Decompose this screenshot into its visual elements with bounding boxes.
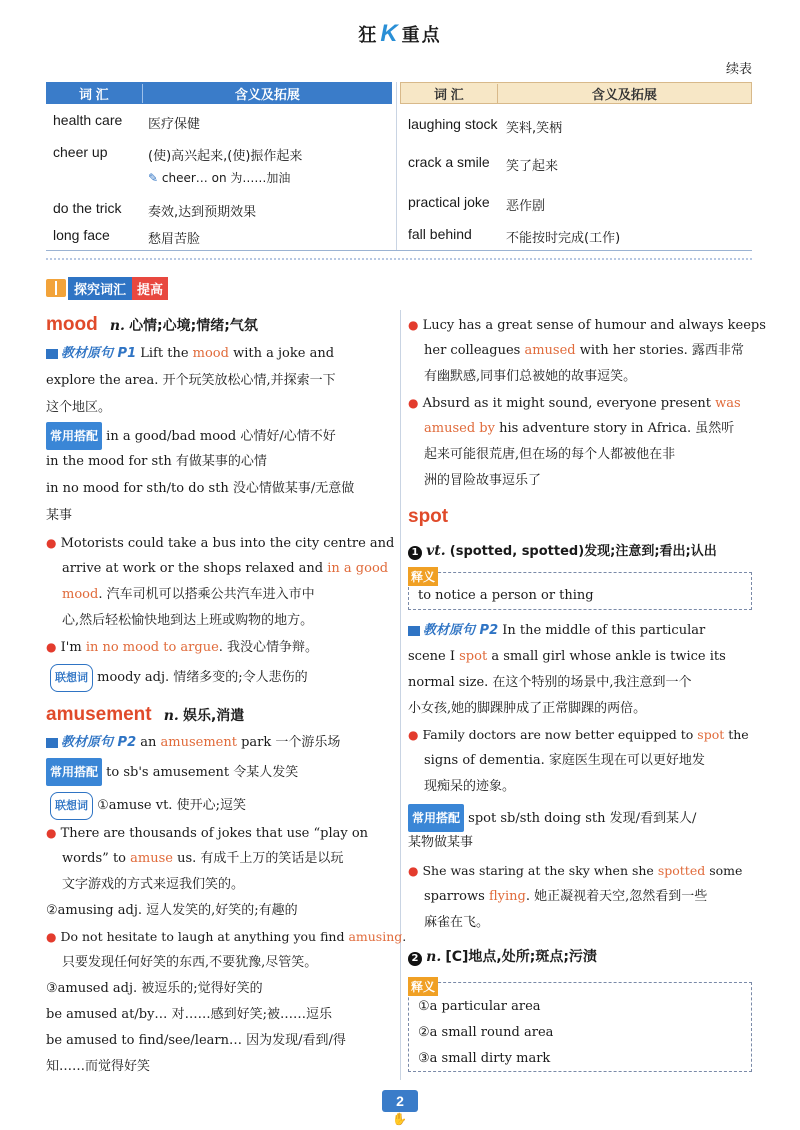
bullet-icon: ● [46, 826, 57, 840]
table-divider [396, 82, 397, 250]
text-line: signs of dementia. 家庭医生现在可以更好地发 [424, 753, 705, 768]
collocation-tag: 常用搭配 [46, 758, 102, 786]
text-line: be amused to find/see/learn… 因为发现/看到/得 [46, 1033, 346, 1048]
hand-icon: ✋ [392, 1112, 407, 1126]
example: ● Motorists could take a bus into the city centre and [46, 536, 395, 551]
collocation-tag: 常用搭配 [46, 422, 102, 450]
text-line: 现痴呆的迹象。 [424, 779, 516, 794]
source-sentence: 教材原句 P2 In the middle of this particular [408, 618, 705, 644]
example: ● There are thousands of jokes that use “play on [46, 826, 369, 841]
bullet-icon: ● [408, 396, 419, 410]
text-line: 洲的冒险故事逗乐了 [424, 473, 542, 488]
collocation-tag: 常用搭配 [408, 804, 464, 832]
vocab-term: laughing stock [408, 116, 498, 132]
text-line: her colleagues amused with her stories. 露西非常 [424, 343, 744, 358]
vocab-def: 愁眉苦脸 [148, 232, 201, 247]
text-line: ②a small round area [418, 1025, 554, 1040]
sense-2: 2 n. [C]地点,处所;斑点;污渍 [408, 946, 597, 966]
example: ● Family doctors are now better equipped to spot the [408, 727, 749, 742]
dotted-divider [46, 258, 752, 260]
col-meaning: 含义及拓展 [497, 84, 751, 103]
vocab-def: 笑了起来 [506, 159, 559, 174]
vocab-term: crack a smile [408, 154, 490, 170]
text-line: 麻雀在飞。 [424, 915, 490, 930]
text-line: 有幽默感,同事们总被她的故事逗笑。 [424, 369, 637, 384]
book-icon [46, 279, 66, 297]
bullet-icon: ● [46, 536, 57, 550]
vocab-term: cheer up [53, 144, 108, 160]
text-line: normal size. 在这个特别的场景中,我注意到一个 [408, 675, 692, 690]
explain-tag: 释义 [408, 976, 438, 996]
text-line: 只要发现任何好笑的东西,不要犹豫,尽管笑。 [62, 955, 318, 970]
text-line: 心,然后轻松愉快地到达上班或购物的地方。 [62, 613, 314, 628]
vocab-def: (使)高兴起来,(使)振作起来 [148, 149, 303, 164]
text-line: be amused at/by… 对……感到好笑;被……逗乐 [46, 1007, 332, 1022]
text-line: 小女孩,她的脚踝肿成了正常脚踝的两倍。 [408, 701, 647, 716]
text-line: explore the area. 开个玩笑放松心情,并探索一下 [46, 373, 336, 388]
entry-spot [408, 506, 448, 528]
text-line: ③a small dirty mark [418, 1051, 551, 1066]
text-line: in the mood for sth 有做某事的心情 [46, 454, 267, 469]
text-line: 某物做某事 [408, 835, 474, 850]
text-line: in no mood for sth/to do sth 没心情做某事/无意做 [46, 481, 355, 496]
vocab-def: 医疗保健 [148, 117, 201, 132]
text-line: mood. 汽车司机可以搭乘公共汽车进入市中 [62, 587, 315, 602]
vocab-header-right [400, 82, 752, 104]
headword: amusement [46, 704, 152, 725]
example: ● Do not hesitate to laugh at anything you find amusing. [46, 929, 407, 944]
book-icon [46, 738, 58, 748]
text-line: to notice a person or thing [418, 588, 594, 603]
text-line: ③amused adj. 被逗乐的;觉得好笑的 [46, 981, 263, 996]
col-word: 词 汇 [434, 86, 464, 102]
text-line: ②amusing adj. 逗人发笑的,好笑的;有趣的 [46, 903, 298, 918]
vocab-def: 不能按时完成(工作) [506, 231, 621, 246]
book-icon [46, 349, 58, 359]
collocation: 常用搭配 to sb's amusement 令某人发笑 [46, 758, 298, 786]
headword: spot [408, 506, 449, 527]
text-line: amused by his adventure story in Africa. 虽然听 [424, 421, 735, 436]
headword: mood [46, 314, 98, 335]
vocab-def: 恶作剧 [506, 199, 546, 214]
entry-mood: mood n. 心情;心境;情绪;气氛 [46, 314, 258, 335]
section-label: 探究词汇 提高 [46, 277, 168, 299]
vocab-term: practical joke [408, 194, 490, 210]
vocab-term: long face [53, 227, 110, 243]
text-line: 某事 [46, 508, 73, 523]
text-line: 这个地区。 [46, 400, 112, 415]
bullet-icon: ● [46, 930, 57, 944]
pencil-icon: ✎ [148, 171, 159, 185]
source-tag: 教材原句 P1 [46, 341, 136, 367]
example: ● She was staring at the sky when she spotted some [408, 863, 743, 878]
vocab-term: do the trick [53, 200, 122, 216]
text-line: sparrows flying. 她正凝视着天空,忽然看到一些 [424, 889, 708, 904]
text-line: ①a particular area [418, 999, 541, 1014]
text-line: words” to amuse us. 有成千上万的笑话是以玩 [62, 851, 344, 866]
bullet-icon: ● [408, 318, 419, 332]
source-tag: 教材原句 P2 [408, 618, 498, 644]
vocab-term: health care [53, 112, 123, 128]
continued-label: 续表 [725, 61, 752, 76]
col-meaning: 含义及拓展 [142, 84, 392, 103]
assoc: 联想词 moody adj. 情绪多变的;令人悲伤的 [50, 664, 308, 692]
assoc: 联想词 ①amuse vt. 使开心;逗笑 [50, 792, 246, 820]
text-line: scene I spot a small girl whose ankle is twice its [408, 649, 726, 664]
bullet-icon: ● [46, 640, 57, 654]
text-line: 文字游戏的方式来逗我们笑的。 [62, 877, 245, 892]
explain-tag: 释义 [408, 566, 438, 586]
text-line: 起来可能很荒唐,但在场的每个人都被他在非 [424, 447, 676, 462]
source-sentence: 教材原句 P1 Lift the mood with a joke and [46, 341, 334, 367]
example: ● Absurd as it might sound, everyone present was [408, 396, 741, 411]
vocab-def: 奏效,达到预期效果 [148, 205, 257, 220]
page-brand: 狂K 重点 [358, 20, 442, 47]
table-bottom-rule [46, 250, 752, 251]
col-word: 词 汇 [79, 86, 109, 102]
text-line: 知……而觉得好笑 [46, 1059, 151, 1074]
example: ● Lucy has a great sense of humour and always keeps [408, 318, 766, 333]
vocab-header-left [46, 82, 392, 104]
bullet-icon: ● [408, 864, 419, 878]
column-divider [400, 310, 401, 1080]
collocation: 常用搭配 spot sb/sth doing sth 发现/看到某人/ [408, 804, 696, 832]
vocab-def: 笑料,笑柄 [506, 121, 563, 136]
sense-1: 1 vt. (spotted, spotted)发现;注意到;看出;认出 [408, 540, 717, 560]
collocation: 常用搭配 in a good/bad mood 心情好/心情不好 [46, 422, 336, 450]
source-tag: 教材原句 P2 [46, 730, 136, 756]
page-number: 2 [382, 1090, 418, 1112]
source-sentence: 教材原句 P2 an amusement park 一个游乐场 [46, 730, 340, 756]
vocab-term: fall behind [408, 226, 472, 242]
book-icon [408, 626, 420, 636]
bullet-icon: ● [408, 728, 419, 742]
text-line: arrive at work or the shops relaxed and in a good [62, 561, 389, 576]
vocab-sub: ✎ cheer… on 为……加油 [148, 171, 291, 185]
entry-amusement: amusement n. 娱乐,消遣 [46, 704, 245, 725]
example: ● I'm in no mood to argue. 我没心情争辩。 [46, 640, 319, 655]
